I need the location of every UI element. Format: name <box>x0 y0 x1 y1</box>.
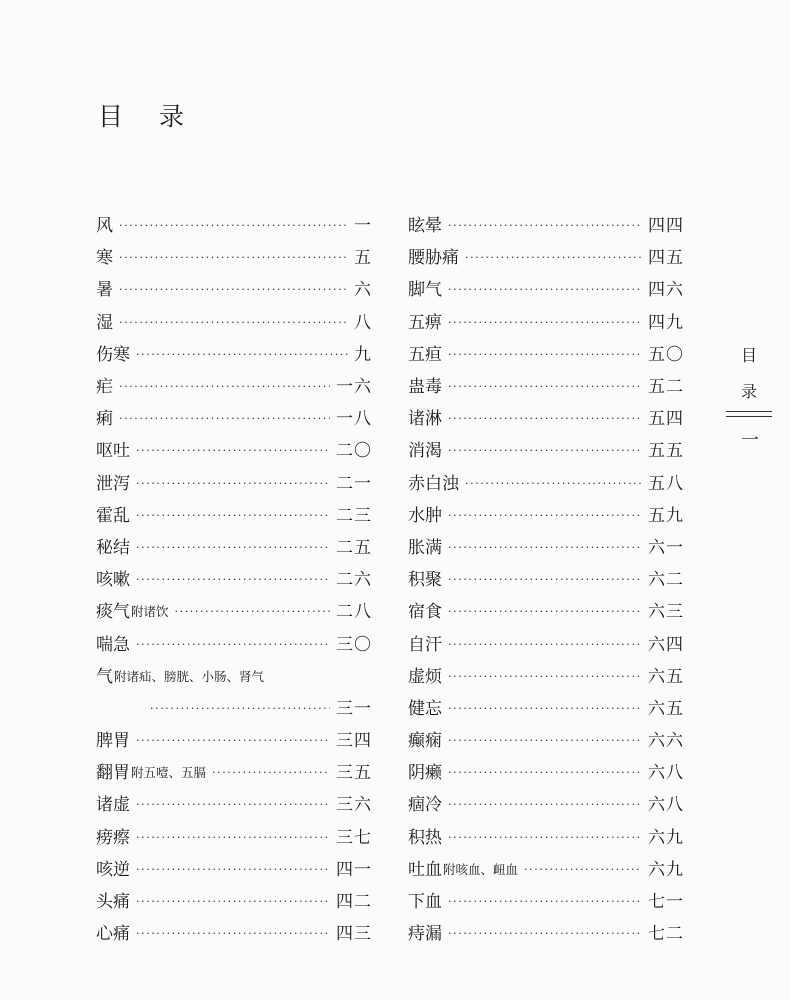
toc-entry <box>96 500 372 532</box>
toc-entry-page: 五八 <box>648 473 684 494</box>
toc-entry-title: 宿食 <box>408 602 442 623</box>
dot-leader <box>448 702 642 716</box>
toc-entry <box>96 661 372 693</box>
toc-entry-page: 三六 <box>336 795 372 816</box>
toc-entry <box>408 725 684 757</box>
toc-entry-page: 四三 <box>336 924 372 945</box>
toc-entry-page: 七二 <box>648 924 684 945</box>
toc-entry-page: 二三 <box>336 505 372 526</box>
toc-entry-title: 腰胁痛 <box>408 248 459 269</box>
toc-entry-note: 附诸疝、膀胱、小肠、肾气 <box>114 668 265 684</box>
toc-entry-page: 五 <box>354 248 372 269</box>
dot-leader <box>448 509 642 523</box>
toc-entry-page: 六九 <box>648 859 684 880</box>
toc-entry <box>408 661 684 693</box>
toc-entry-page: 二一 <box>336 473 372 494</box>
toc-entry <box>408 822 684 854</box>
toc-entry <box>96 822 372 854</box>
toc-entry-title: 消渴 <box>408 441 442 462</box>
toc-right-column <box>408 210 684 950</box>
dot-leader <box>448 316 642 330</box>
toc-entry-title: 风 <box>96 216 113 237</box>
toc-entry-page: 四四 <box>648 216 684 237</box>
dot-leader <box>448 219 642 233</box>
toc-entry-page: 三一 <box>336 698 372 719</box>
dot-leader <box>136 573 330 587</box>
dot-leader <box>136 734 330 748</box>
toc-entry <box>96 468 372 500</box>
toc-entry-page: 五四 <box>648 409 684 430</box>
toc-left-column <box>96 210 372 950</box>
toc-entry-title: 积聚 <box>408 570 442 591</box>
toc-entry <box>408 468 684 500</box>
toc-entry <box>408 789 684 821</box>
dot-leader <box>136 477 330 491</box>
dot-leader <box>150 702 330 716</box>
toc-entry-page: 五〇 <box>648 344 684 365</box>
toc-entry <box>96 435 372 467</box>
dot-leader <box>465 251 642 265</box>
dot-leader <box>136 444 330 458</box>
toc-entry-note: 附诸饮 <box>131 604 169 620</box>
dot-leader <box>448 541 642 555</box>
toc-entry-title: 五疸 <box>408 344 442 365</box>
toc-entry <box>408 564 684 596</box>
toc-entry <box>96 339 372 371</box>
toc-entry-title: 赤白浊 <box>408 473 459 494</box>
toc-entry-title: 癫痫 <box>408 731 442 752</box>
toc-entry-page: 六六 <box>648 731 684 752</box>
toc-entry <box>96 242 372 274</box>
toc-entry <box>408 435 684 467</box>
toc-entry <box>408 242 684 274</box>
toc-entry <box>96 628 372 660</box>
toc-entry-title: 头痛 <box>96 892 130 913</box>
dot-leader <box>136 831 330 845</box>
toc-entry-title: 气 <box>96 666 113 687</box>
toc-entry-page: 四一 <box>336 859 372 880</box>
toc-entry <box>96 693 372 725</box>
toc-entry-page: 一八 <box>336 409 372 430</box>
toc-entry-page: 二八 <box>336 602 372 623</box>
dot-leader <box>448 573 642 587</box>
toc-entry-note: 附咳血、衄血 <box>443 861 519 877</box>
toc-entry-page: 二六 <box>336 570 372 591</box>
toc-entry-title: 湿 <box>96 312 113 333</box>
toc-entry <box>408 403 684 435</box>
dot-leader <box>465 477 642 491</box>
side-header <box>737 338 761 410</box>
side-header-char-1: 目 <box>740 346 757 365</box>
toc-entry-title: 胀满 <box>408 537 442 558</box>
toc-entry-title: 痼冷 <box>408 795 442 816</box>
toc-entry <box>96 210 372 242</box>
toc-entry-title: 痨瘵 <box>96 827 130 848</box>
dot-leader <box>448 927 642 941</box>
toc-entry-title: 疟 <box>96 377 113 398</box>
page-title: 目 录 <box>98 102 198 131</box>
toc-entry-page: 六一 <box>648 537 684 558</box>
toc-entry-page: 五五 <box>648 441 684 462</box>
dot-leader <box>212 766 330 780</box>
toc-entry-page: 四九 <box>648 312 684 333</box>
toc-entry-page: 六三 <box>648 602 684 623</box>
toc-entry-page: 六四 <box>648 634 684 655</box>
dot-leader <box>448 638 642 652</box>
dot-leader <box>448 444 642 458</box>
dot-leader <box>119 251 348 265</box>
toc-entry-page: 六八 <box>648 763 684 784</box>
dot-leader <box>448 348 642 362</box>
toc-entry-title: 泄泻 <box>96 473 130 494</box>
toc-entry <box>408 307 684 339</box>
toc-entry-page: 六 <box>354 280 372 301</box>
dot-leader <box>136 927 330 941</box>
dot-leader <box>136 798 330 812</box>
toc-entry-page: 六八 <box>648 795 684 816</box>
toc-entry-page: 四六 <box>648 280 684 301</box>
toc-entry-title: 翻胃 <box>96 763 130 784</box>
toc-entry <box>408 918 684 950</box>
toc-entry-title: 五痹 <box>408 312 442 333</box>
side-page-number: 一 <box>741 430 759 451</box>
toc-entry-title: 下血 <box>408 892 442 913</box>
side-header-char-2: 录 <box>740 382 757 401</box>
toc-entry-title: 诸淋 <box>408 409 442 430</box>
toc-entry-page: 一 <box>354 216 372 237</box>
toc-entry-title: 心痛 <box>96 924 130 945</box>
dot-leader <box>448 831 642 845</box>
toc-entry-page: 二〇 <box>336 441 372 462</box>
toc-entry-title: 呕吐 <box>96 441 130 462</box>
dot-leader <box>448 895 642 909</box>
toc-entry-page: 六二 <box>648 570 684 591</box>
dot-leader <box>448 380 642 394</box>
toc-entry-page: 六五 <box>648 666 684 687</box>
toc-entry-title: 霍乱 <box>96 505 130 526</box>
side-double-rule <box>726 411 772 417</box>
toc-entry-title: 诸虚 <box>96 795 130 816</box>
toc-entry-title: 自汗 <box>408 634 442 655</box>
toc-entry <box>96 918 372 950</box>
toc-entry-title: 喘急 <box>96 634 130 655</box>
dot-leader <box>448 283 642 297</box>
dot-leader <box>136 895 330 909</box>
dot-leader <box>524 863 642 877</box>
toc-entry-page: 六九 <box>648 827 684 848</box>
toc-entry <box>96 371 372 403</box>
toc-entry-page: 一六 <box>336 377 372 398</box>
toc-entry-title: 阴癞 <box>408 763 442 784</box>
toc-entry-title: 痰气 <box>96 602 130 623</box>
toc-entry-page: 二五 <box>336 537 372 558</box>
dot-leader <box>175 605 330 619</box>
toc-entry-title: 伤寒 <box>96 344 130 365</box>
toc-entry-page: 五二 <box>648 377 684 398</box>
dot-leader <box>136 638 330 652</box>
dot-leader <box>448 734 642 748</box>
toc-entry <box>96 564 372 596</box>
dot-leader <box>136 509 330 523</box>
dot-leader <box>136 863 330 877</box>
toc-entry-page: 四五 <box>648 248 684 269</box>
dot-leader <box>448 766 642 780</box>
toc-entry <box>408 693 684 725</box>
dot-leader <box>448 798 642 812</box>
toc-entry-page: 八 <box>354 312 372 333</box>
toc-entry-note: 附五噎、五膈 <box>131 765 207 781</box>
dot-leader <box>119 283 348 297</box>
toc-entry <box>96 757 372 789</box>
toc-entry <box>408 371 684 403</box>
toc-entry-title: 痢 <box>96 409 113 430</box>
dot-leader <box>119 380 330 394</box>
toc-entry-title: 秘结 <box>96 537 130 558</box>
toc-entry <box>96 854 372 886</box>
toc-entry <box>408 210 684 242</box>
toc-entry-page: 九 <box>354 344 372 365</box>
toc-entry <box>96 307 372 339</box>
toc-entry <box>96 725 372 757</box>
toc-entry <box>96 403 372 435</box>
toc-entry-title: 痔漏 <box>408 924 442 945</box>
toc-entry-page: 六五 <box>648 698 684 719</box>
toc-entry-title: 眩晕 <box>408 216 442 237</box>
toc-entry-title: 咳逆 <box>96 859 130 880</box>
toc-entry <box>408 757 684 789</box>
toc-entry-title: 虚烦 <box>408 666 442 687</box>
toc-entry-page: 五九 <box>648 505 684 526</box>
toc-entry <box>408 596 684 628</box>
toc-entry-page: 三四 <box>336 731 372 752</box>
dot-leader <box>136 541 330 555</box>
dot-leader <box>119 412 330 426</box>
dot-leader <box>448 670 642 684</box>
toc-entry-title: 脚气 <box>408 280 442 301</box>
dot-leader <box>119 219 348 233</box>
toc-entry-title: 蛊毒 <box>408 377 442 398</box>
dot-leader <box>448 605 642 619</box>
toc-entry-title: 脾胃 <box>96 731 130 752</box>
toc-entry <box>96 274 372 306</box>
dot-leader <box>448 412 642 426</box>
toc-entry-title: 水肿 <box>408 505 442 526</box>
toc-entry-title: 积热 <box>408 827 442 848</box>
toc-entry <box>96 789 372 821</box>
toc-entry-page: 七一 <box>648 892 684 913</box>
toc-entry-title: 咳嗽 <box>96 570 130 591</box>
toc-entry-page: 三〇 <box>336 634 372 655</box>
toc-entry <box>96 532 372 564</box>
toc-entry <box>408 500 684 532</box>
toc-entry-page: 四二 <box>336 892 372 913</box>
toc-entry <box>408 886 684 918</box>
toc-entry <box>96 596 372 628</box>
toc-entry <box>408 532 684 564</box>
toc-entry-page: 三五 <box>336 763 372 784</box>
toc-entry <box>408 274 684 306</box>
toc-entry <box>408 854 684 886</box>
toc-entry-title: 寒 <box>96 248 113 269</box>
toc-entry <box>96 886 372 918</box>
toc-entry-title: 暑 <box>96 280 113 301</box>
toc-entry-title: 吐血 <box>408 859 442 880</box>
toc-entry-page: 三七 <box>336 827 372 848</box>
toc-entry-title: 健忘 <box>408 698 442 719</box>
toc-entry <box>408 628 684 660</box>
toc-entry <box>408 339 684 371</box>
dot-leader <box>119 316 348 330</box>
dot-leader <box>136 348 348 362</box>
